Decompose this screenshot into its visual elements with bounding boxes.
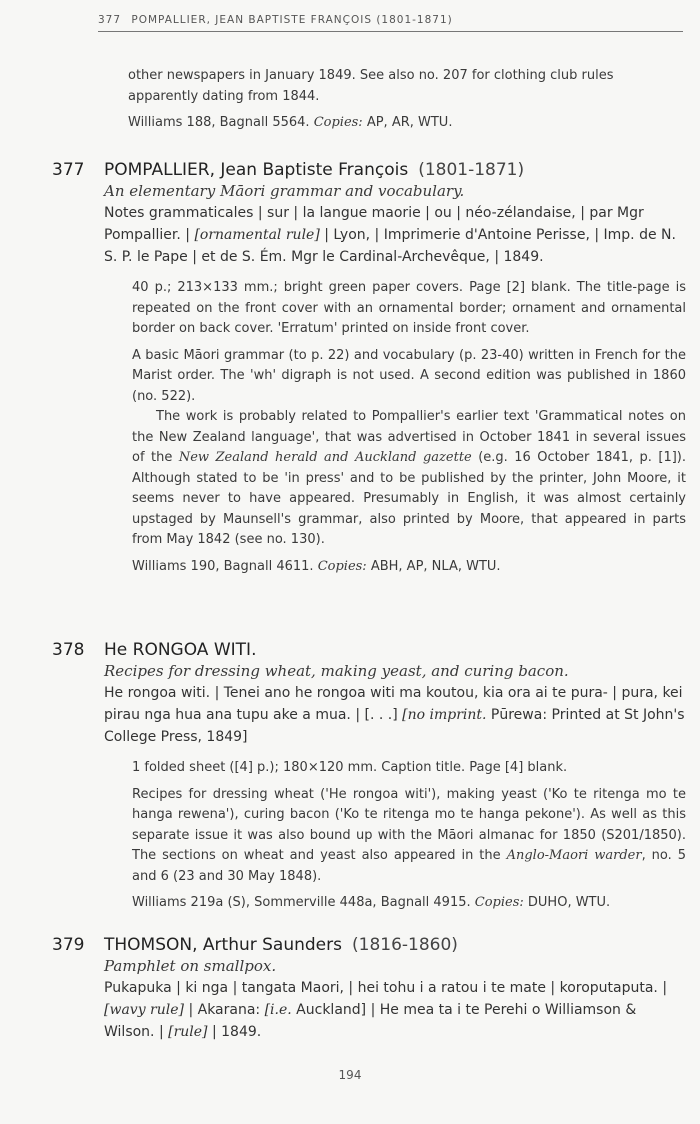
entry-379 — [52, 935, 686, 1043]
titlepage-text: | Lyon, | Imprimerie d'Antoine Perisse, | Imp. de N. S. P. le Pape | et de S. Ém. Mgr le Cardinal-Archevêque, | 1849. — [104, 227, 676, 265]
physical-description: 40 p.; 213×133 mm.; bright green paper covers. Page [2] blank. The title-page is repeated on the front cover with an ornamental border; ornament and ornamental border on back cover. 'Erratum' printed on inside front cover. — [132, 280, 686, 336]
running-head-number: 377 — [98, 14, 122, 26]
titlepage-text: Pūrewa: Printed at St John's College Press, 1849] — [104, 707, 685, 745]
titlepage-imprint: [no imprint. — [402, 707, 487, 723]
copies-label: Copies: — [313, 115, 363, 130]
entry-title-heading: He RONGOA WITI. — [104, 640, 257, 660]
entry-notes — [132, 278, 686, 577]
entry-dates: (1801-1871) — [418, 160, 525, 180]
entry-number: 377 — [52, 160, 85, 180]
titlepage-ie: [i.e. — [264, 1002, 292, 1018]
entry-ref — [132, 893, 686, 914]
note-text: (e.g. 16 October 1841, p. [1]). Although stated to be 'in press' and to be published by the printer, John Moore, it seems never to have appeared. Presumably in English, it was almost certainly upstaged by Maunsell's grammar, also printed by Moore, that appeared in parts from May 1842 (see no. 130). — [132, 450, 686, 547]
entry-title: Recipes for dressing wheat, making yeast, and curing bacon. — [104, 662, 569, 680]
note-paragraph — [132, 785, 686, 888]
note-paragraph — [132, 407, 686, 551]
note-text: Recipes for dressing wheat ('He rongoa witi'), making yeast ('Ko te ritenga mo te hanga rewena'), curing bacon ('Ko te ritenga mo te hanga pekone'). As well as this separate issue it was also bound up with the Māori almanac for 1850 (S201/1850). The sections on wheat and yeast also appeared in the — [132, 786, 686, 863]
entry-ref — [132, 557, 686, 578]
titlepage-text: Auckland] | He mea ta i te Perehi o Williamson & Wilson. | — [104, 1002, 637, 1040]
entry-heading — [52, 640, 686, 660]
ref-text: Williams 190, Bagnall 4611. — [132, 558, 314, 574]
page-number: 194 — [338, 1068, 362, 1082]
entry-heading — [52, 160, 686, 180]
entry-dates: (1816-1860) — [352, 935, 458, 955]
entry-heading — [52, 935, 686, 955]
continuation-block — [128, 66, 686, 140]
titlepage-text: Notes grammaticales | sur | la langue maorie | ou | néo-zélandaise, | par Mgr Pompallier. | — [104, 205, 644, 243]
entry-titlepage — [104, 202, 686, 268]
running-head — [98, 14, 683, 32]
titlepage-rule: [ornamental rule] — [194, 227, 320, 243]
entry-title: An elementary Māori grammar and vocabulary. — [104, 182, 465, 200]
entry-titlepage — [104, 977, 686, 1043]
titlepage-text: He rongoa witi. | Tenei ano he rongoa witi ma koutou, kia ora ai te pura- | pura, kei pirau nga hua ana tupu ake a mua. | [. . .] — [104, 685, 683, 723]
note-italic: Anglo-Maori warder — [506, 848, 642, 863]
titlepage-rule: [rule] — [168, 1024, 208, 1040]
entry-author: THOMSON, Arthur Saunders — [104, 935, 342, 955]
titlepage-text: Pukapuka | ki nga | tangata Maori, | hei tohu i a ratou i te mate | koroputaputa. | — [104, 980, 668, 996]
entry-number: 378 — [52, 640, 85, 660]
copies-label: Copies: — [317, 558, 367, 574]
running-head-text: POMPALLIER, JEAN BAPTISTE FRANÇOIS (1801-1871) — [131, 14, 453, 26]
entry-378 — [52, 640, 686, 920]
note-paragraph: A basic Māori grammar (to p. 22) and vocabulary (p. 23-40) written in French for the Marist order. The 'wh' digraph is not used. A second edition was published in 1860 (no. 522). — [132, 347, 686, 404]
ref-text: Williams 219a (S), Sommerville 448a, Bagnall 4915. — [132, 895, 471, 910]
note-text: The work is probably related to Pompallier's earlier text 'Grammatical notes on the New Zealand language', that was advertised in October 1841 in several issues of the — [132, 409, 686, 465]
entry-titlepage — [104, 682, 686, 748]
note-text: , no. 5 and 6 (23 and 30 May 1848). — [132, 848, 686, 884]
copies-label: Copies: — [474, 895, 524, 910]
titlepage-text: | Akarana: — [184, 1002, 265, 1018]
entry-number: 379 — [52, 935, 85, 955]
ref-text: Williams 188, Bagnall 5564. — [128, 115, 310, 130]
titlepage-rule: [wavy rule] — [104, 1002, 184, 1018]
continuation-ref — [128, 113, 686, 134]
copies-list: DUHO, WTU. — [527, 895, 611, 910]
physical-description: 1 folded sheet ([4] p.); 180×120 mm. Caption title. Page [4] blank. — [132, 760, 568, 775]
copies-list: ABH, AP, NLA, WTU. — [370, 558, 501, 574]
titlepage-text: | 1849. — [207, 1024, 262, 1040]
continuation-text: other newspapers in January 1849. See also no. 207 for clothing club rules apparently dating from 1844. — [128, 68, 614, 104]
entry-notes — [132, 758, 686, 914]
entry-author: POMPALLIER, Jean Baptiste François — [104, 160, 409, 180]
note-italic: New Zealand herald and Auckland gazette — [178, 450, 472, 465]
entry-title: Pamphlet on smallpox. — [104, 957, 277, 975]
copies-list: AP, AR, WTU. — [366, 115, 453, 130]
entry-377 — [52, 160, 686, 583]
